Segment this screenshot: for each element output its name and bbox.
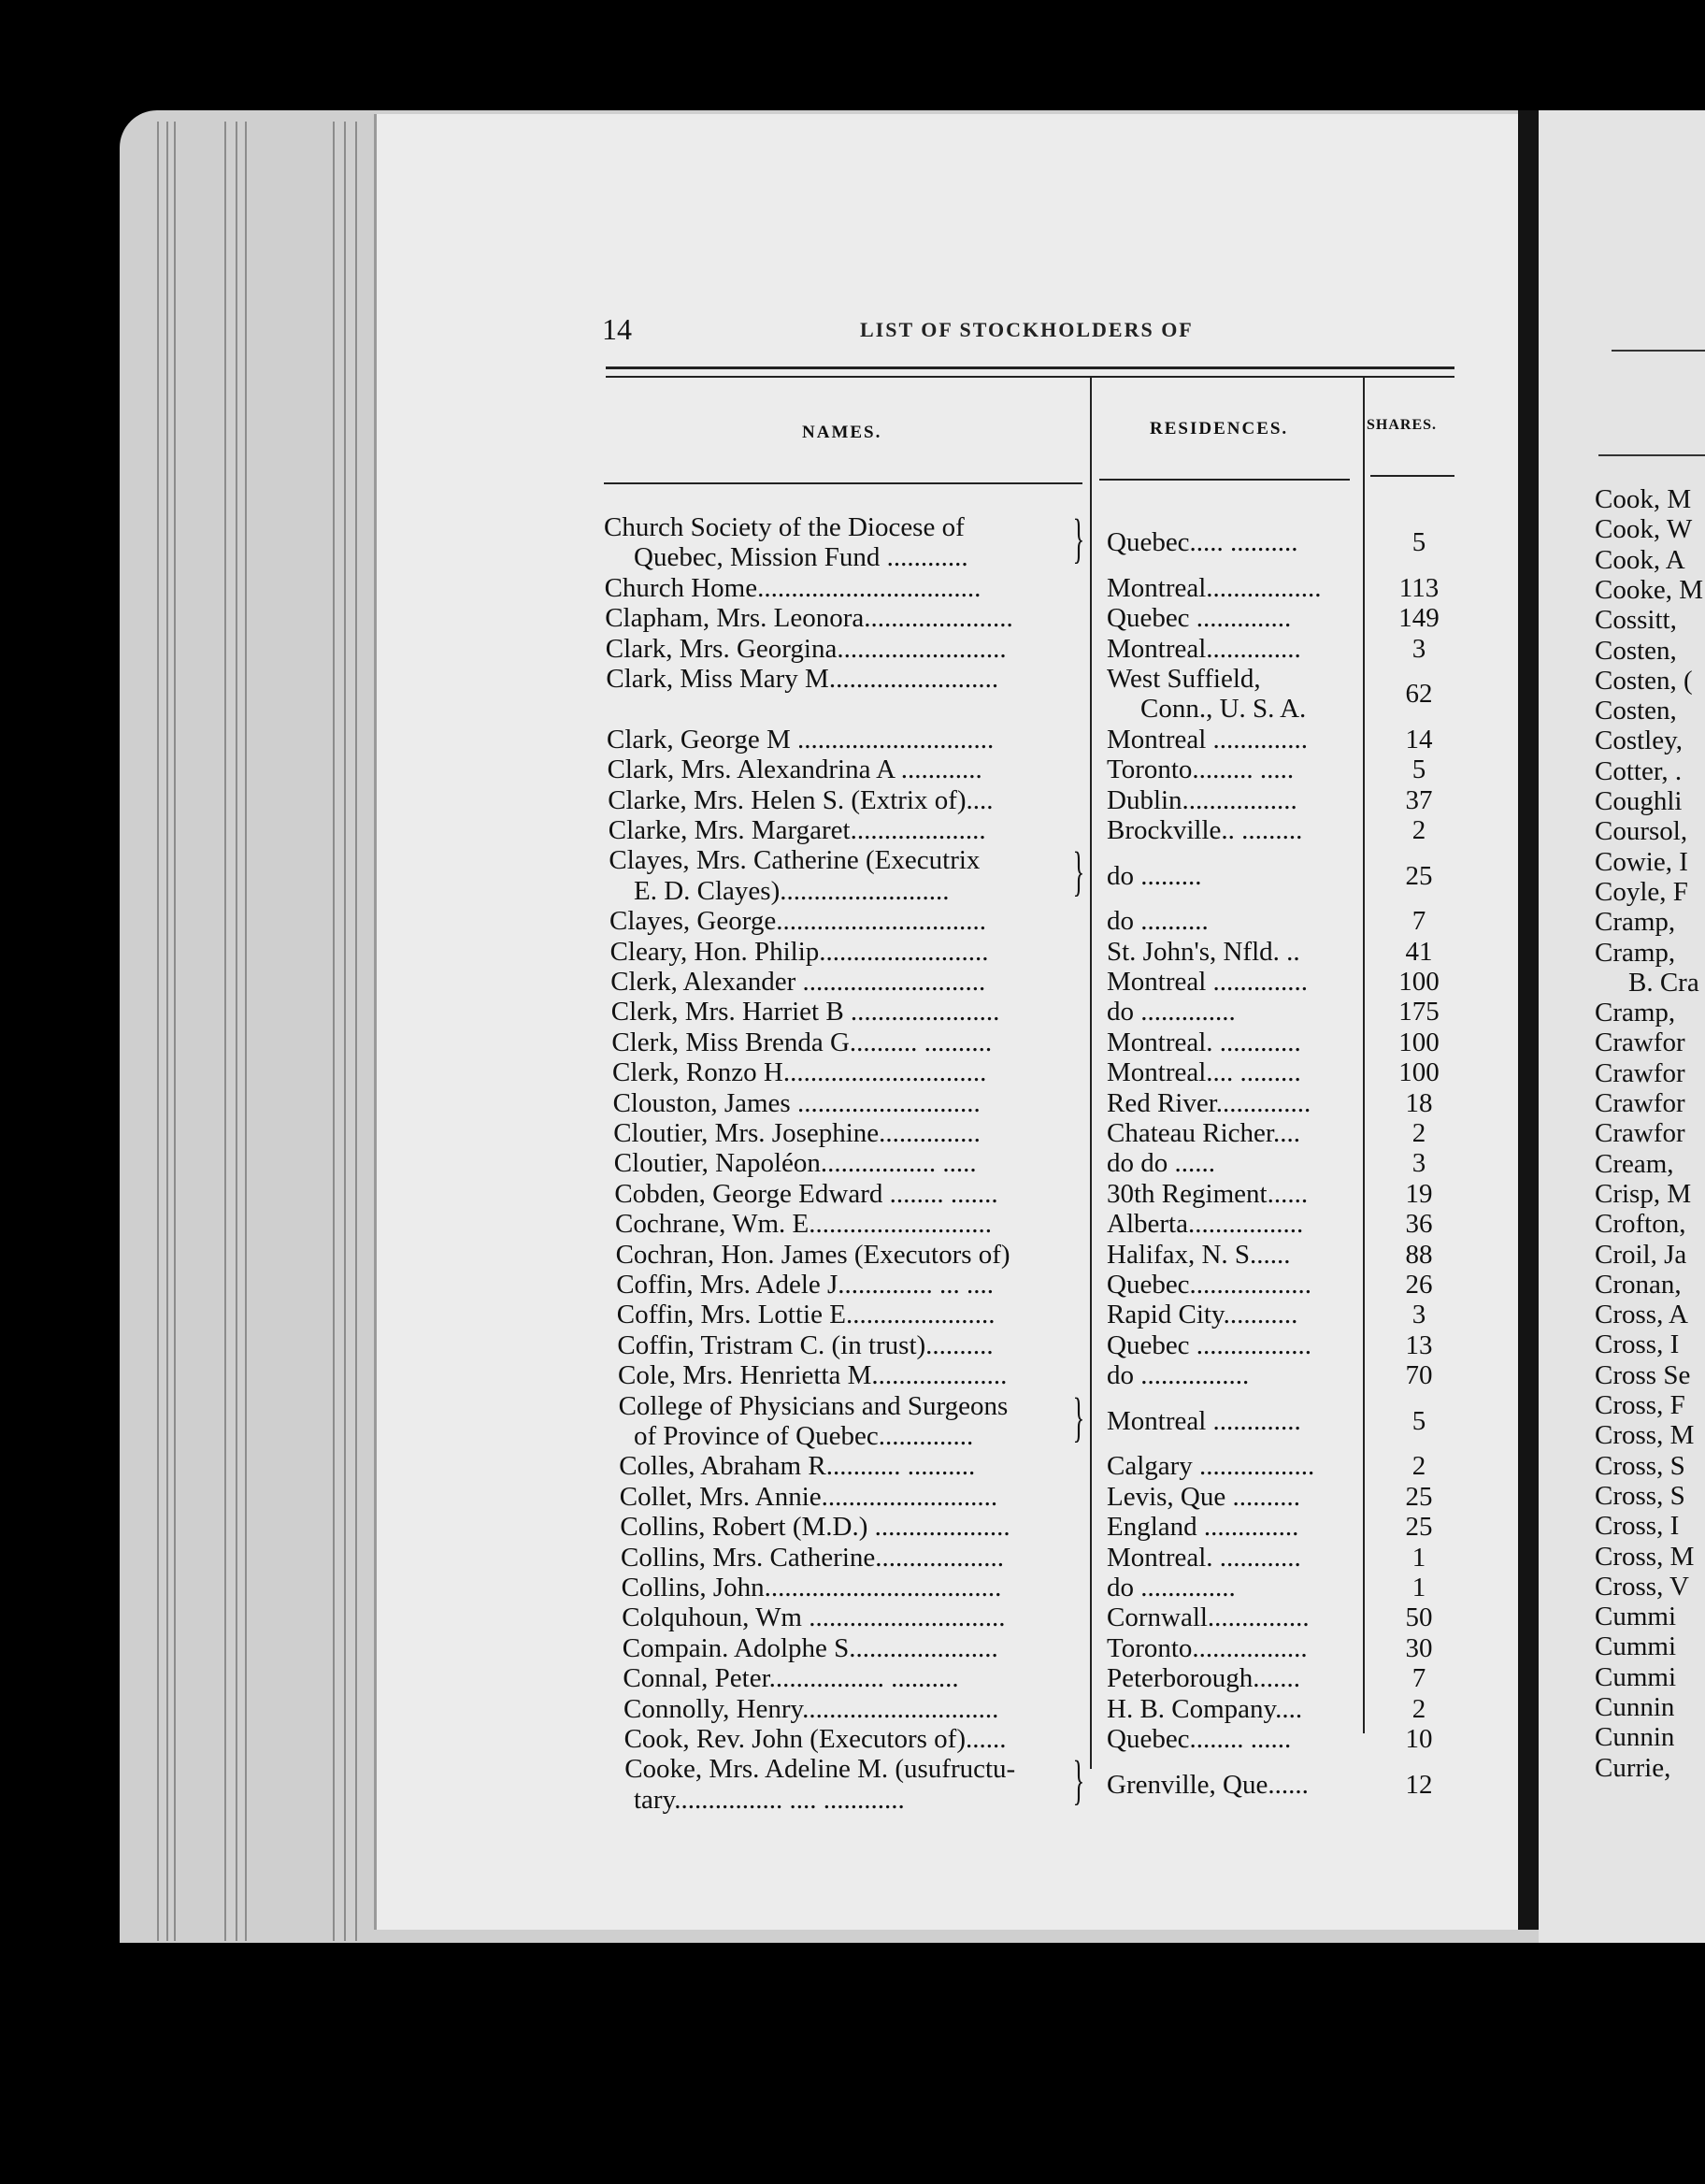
stockholder-name: Colles, Abraham R........... ..........	[619, 1451, 976, 1482]
table-row	[0, 724, 1433, 758]
stockholder-residence: Chateau Richer....	[1107, 1118, 1300, 1148]
brace-mark: }	[1072, 1749, 1085, 1811]
stockholder-name: Cochran, Hon. James (Executors of)	[615, 1239, 1010, 1270]
table-row	[0, 1542, 1426, 1576]
facing-page-entry: Cunnin	[1595, 1722, 1675, 1753]
facing-page-entry: Cook, W	[1595, 514, 1693, 545]
stockholder-shares: 113	[1398, 572, 1440, 603]
facing-page-entry: Coyle, F	[1595, 876, 1688, 907]
column-header-residences: RESIDENCES.	[1150, 419, 1289, 438]
table-row	[0, 1451, 1426, 1485]
facing-page-entry: Cronan,	[1595, 1269, 1682, 1300]
table-row	[0, 1512, 1433, 1545]
stockholder-name: Collins, Mrs. Catherine...................	[621, 1542, 1005, 1573]
table-row	[0, 906, 1426, 940]
stockholder-name: Clarke, Mrs. Helen S. (Extrix of)....	[608, 784, 994, 815]
stockholder-name: Clark, Mrs. Alexandrina A ............	[607, 754, 982, 785]
stockholder-shares: 14	[1405, 724, 1433, 754]
table-row	[0, 508, 1426, 573]
facing-page-entry: Cross Se	[1595, 1359, 1691, 1390]
stockholder-name: Cloutier, Napoléon................. .....	[613, 1148, 977, 1179]
facing-page-entry: Costen,	[1595, 696, 1677, 726]
stockholder-name: Cloutier, Mrs. Josephine...............	[613, 1118, 981, 1148]
header-rule	[606, 366, 1454, 369]
stockholder-shares: 26	[1405, 1270, 1433, 1300]
table-row	[0, 1693, 1426, 1728]
table-row	[0, 1148, 1426, 1182]
facing-page-entry: Cross, S	[1595, 1480, 1685, 1511]
header-underline	[1099, 479, 1350, 481]
facing-page-entry: Cramp,	[1595, 998, 1676, 1028]
table-row	[0, 1481, 1433, 1516]
stockholder-residence: do ..............	[1107, 997, 1236, 1027]
stockholder-name: Clouston, James ...........................	[612, 1087, 981, 1118]
stockholder-residence: St. John's, Nfld. ..	[1107, 936, 1300, 967]
facing-page-entry: Crofton,	[1595, 1209, 1686, 1240]
stockholder-name: Clayes, George...............................	[609, 906, 986, 937]
stockholder-residence: Brockville.. .........	[1107, 815, 1303, 845]
table-row	[0, 1602, 1433, 1636]
right-page	[1539, 110, 1705, 1943]
table-row	[0, 815, 1426, 849]
stockholder-shares: 2	[1411, 815, 1426, 845]
facing-page-entry: Cross, V	[1595, 1571, 1689, 1602]
stockholder-residence: do do ......	[1107, 1148, 1215, 1179]
stockholder-shares: 41	[1405, 936, 1433, 967]
stockholder-shares: 10	[1405, 1724, 1433, 1754]
stockholder-name: Clerk, Ronzo H..............................	[612, 1057, 987, 1088]
stockholder-name: Clarke, Mrs. Margaret....................	[608, 815, 986, 845]
stockholder-name-continued: tary................ .... ............	[634, 1784, 905, 1815]
facing-page-entry: Cook, M	[1595, 484, 1692, 514]
stockholder-residence: Montreal .............	[1107, 1405, 1301, 1436]
stockholder-shares: 5	[1411, 527, 1426, 558]
facing-page-entry: Cross, S	[1595, 1450, 1685, 1481]
facing-page-entry: Cummi	[1595, 1661, 1677, 1692]
stockholder-shares: 37	[1405, 784, 1433, 815]
facing-page-entry: Cramp,	[1595, 907, 1676, 938]
facing-page-entry: Costen, (	[1595, 665, 1693, 696]
stockholder-name: Collins, John...................................	[621, 1573, 1002, 1602]
running-title: LIST OF STOCKHOLDERS OF	[860, 318, 1194, 341]
facing-page-rule	[1598, 454, 1705, 456]
facing-page-entry: B. Cra	[1628, 967, 1699, 998]
stockholder-residence: Montreal ..............	[1107, 967, 1309, 997]
table-row	[0, 1209, 1433, 1243]
stockholder-shares: 3	[1411, 633, 1426, 664]
stockholder-name: Colquhoun, Wm .............................	[622, 1602, 1006, 1633]
facing-page-entry: Cramp,	[1595, 937, 1676, 968]
stockholder-residence: Halifax, N. S......	[1107, 1239, 1291, 1270]
stockholder-residence: do ................	[1107, 1360, 1250, 1391]
stockholder-shares: 149	[1398, 603, 1440, 634]
table-row	[0, 1329, 1433, 1364]
stockholder-shares: 36	[1405, 1209, 1433, 1240]
stockholder-shares: 7	[1411, 906, 1426, 937]
stockholder-residence: Quebec ..............	[1107, 603, 1292, 634]
stockholder-residence: England ..............	[1107, 1512, 1299, 1543]
facing-page-entry: Crisp, M	[1595, 1178, 1692, 1209]
stockholder-name: Connolly, Henry.............................	[623, 1693, 999, 1724]
column-header-shares: SHARES.	[1367, 417, 1438, 433]
stockholder-shares: 25	[1405, 860, 1433, 891]
table-row	[0, 1663, 1426, 1697]
stockholder-shares: 13	[1405, 1329, 1433, 1360]
stockholder-shares: 50	[1405, 1602, 1433, 1633]
stockholder-residence: West Suffield,	[1107, 664, 1261, 694]
facing-page-entry: Cream,	[1595, 1148, 1674, 1179]
table-row	[0, 936, 1433, 970]
facing-page-entry: Cowie, I	[1595, 846, 1688, 877]
table-row	[0, 1239, 1433, 1273]
stockholder-name: Cleary, Hon. Philip.........................	[609, 936, 989, 967]
stockholder-name: Cochrane, Wm. E...........................	[615, 1209, 992, 1240]
brace-mark: }	[1072, 508, 1085, 568]
facing-page-entry: Cross, I	[1595, 1329, 1680, 1360]
stockholder-residence: Quebec .................	[1107, 1329, 1312, 1360]
table-row	[0, 1270, 1433, 1303]
stockholder-name: Cole, Mrs. Henrietta M....................	[618, 1360, 1008, 1391]
stockholder-shares: 70	[1405, 1360, 1433, 1391]
table-row	[0, 1118, 1426, 1152]
facing-page-entry: Croil, Ja	[1595, 1239, 1687, 1270]
column-divider	[1090, 378, 1092, 1769]
facing-page-entry: Coursol,	[1595, 816, 1688, 847]
facing-page-entry: Cook, A	[1595, 544, 1685, 575]
book-gutter	[1518, 110, 1539, 1930]
table-row	[0, 967, 1440, 1000]
stockholder-shares: 1	[1411, 1542, 1426, 1573]
stockholder-shares: 30	[1405, 1632, 1433, 1663]
facing-page-entry: Cross, M	[1595, 1541, 1695, 1572]
stockholder-name: Compain. Adolphe S......................	[622, 1632, 998, 1663]
stockholder-shares: 100	[1398, 1027, 1440, 1057]
stockholder-name: Church Home.................................	[604, 572, 981, 603]
stockholder-shares: 1	[1411, 1573, 1426, 1602]
stockholder-shares: 62	[1405, 679, 1433, 710]
stockholder-name: Collins, Robert (M.D.) ....................	[620, 1512, 1010, 1543]
stockholder-residence: do .........	[1107, 860, 1202, 891]
stockholder-name: Clayes, Mrs. Catherine (Executrix	[609, 845, 981, 876]
stockholder-name: Clark, George M .............................	[607, 724, 995, 754]
facing-page-entry: Costley,	[1595, 726, 1683, 756]
stockholder-shares: 18	[1405, 1087, 1433, 1118]
stockholder-shares: 12	[1405, 1769, 1433, 1800]
stockholder-name: Coffin, Mrs. Adele J.............. ... ....	[616, 1270, 995, 1300]
table-row	[0, 664, 1433, 725]
table-row	[0, 1749, 1433, 1815]
stockholder-name: Clerk, Miss Brenda G.......... ..........	[611, 1027, 993, 1057]
stockholder-shares: 7	[1411, 1663, 1426, 1694]
facing-page-entry: Cross, M	[1595, 1420, 1695, 1451]
stockholder-shares: 2	[1411, 1693, 1426, 1724]
column-divider	[1363, 378, 1365, 1733]
stockholder-residence: Montreal. ............	[1107, 1542, 1301, 1573]
facing-page-entry: Cross, F	[1595, 1390, 1685, 1420]
stockholder-shares: 175	[1398, 997, 1440, 1027]
brace-mark: }	[1072, 841, 1085, 902]
stockholder-name-continued: Quebec, Mission Fund ............	[634, 542, 968, 573]
stockholder-residence: Cornwall...............	[1107, 1602, 1310, 1633]
stockholder-name: Clerk, Alexander ...........................	[610, 967, 986, 997]
table-row	[0, 1724, 1433, 1758]
stockholder-residence: Calgary .................	[1107, 1451, 1315, 1482]
stockholder-residence: Levis, Que ..........	[1107, 1481, 1300, 1512]
table-row	[0, 1360, 1433, 1394]
stockholder-shares: 25	[1405, 1512, 1433, 1543]
facing-page-entry: Cunnin	[1595, 1692, 1675, 1722]
stockholder-residence-continued: Conn., U. S. A.	[1140, 694, 1307, 725]
table-row	[0, 1386, 1426, 1451]
table-row	[0, 1057, 1440, 1091]
stockholder-residence: Red River..............	[1107, 1087, 1311, 1118]
stockholder-shares: 2	[1411, 1451, 1426, 1482]
table-row	[0, 572, 1440, 607]
table-row	[0, 1632, 1433, 1667]
stockholder-residence: H. B. Company....	[1107, 1693, 1303, 1724]
stockholder-shares: 100	[1398, 1057, 1440, 1088]
table-row	[0, 784, 1433, 819]
header-underline	[1370, 475, 1454, 477]
stockholder-residence: do ..............	[1107, 1573, 1236, 1602]
table-row	[0, 1573, 1426, 1606]
table-row	[0, 1087, 1433, 1122]
table-row	[0, 1027, 1440, 1061]
facing-page-entry: Crawfor	[1595, 1057, 1685, 1088]
stockholder-name: Clark, Mrs. Georgina.........................	[605, 633, 1007, 664]
column-header-names: NAMES.	[802, 423, 882, 442]
stockholder-name: Collet, Mrs. Annie..........................	[619, 1481, 998, 1512]
stockholder-name: Connal, Peter................. ..........	[623, 1663, 959, 1694]
stockholder-shares: 19	[1405, 1178, 1433, 1209]
table-row	[0, 603, 1440, 637]
stockholder-name: Church Society of the Diocese of	[604, 512, 965, 542]
facing-page-entry: Cross, I	[1595, 1511, 1680, 1542]
stockholder-shares: 2	[1411, 1118, 1426, 1148]
stockholder-shares: 25	[1405, 1481, 1433, 1512]
facing-page-entry: Coughli	[1595, 786, 1683, 816]
stockholder-shares: 100	[1398, 967, 1440, 997]
stockholder-name: Cook, Rev. John (Executors of)......	[623, 1724, 1007, 1754]
stockholder-residence: Quebec..... ..........	[1107, 527, 1298, 558]
stockholder-shares: 3	[1411, 1148, 1426, 1179]
stockholder-name: Clapham, Mrs. Leonora......................	[605, 603, 1013, 634]
facing-page-entry: Cummi	[1595, 1631, 1677, 1662]
table-row	[0, 841, 1433, 906]
stockholder-name-continued: of Province of Quebec..............	[634, 1420, 974, 1451]
table-row	[0, 754, 1426, 788]
stockholder-name: Cobden, George Edward ........ .......	[614, 1178, 998, 1209]
stockholder-residence: Quebec........ ......	[1107, 1724, 1292, 1754]
stockholder-name: Coffin, Tristram C. (in trust)..........	[617, 1329, 994, 1360]
stockholder-residence: Rapid City...........	[1107, 1300, 1298, 1330]
stockholder-residence: Dublin.................	[1107, 784, 1297, 815]
facing-page-entry: Currie,	[1595, 1752, 1671, 1783]
stockholder-name: Clerk, Mrs. Harriet B ......................	[610, 997, 1000, 1027]
stockholder-residence: Alberta.................	[1107, 1209, 1304, 1240]
stockholder-name: Clark, Miss Mary M.........................	[606, 664, 999, 694]
facing-page-entry: Costen,	[1595, 635, 1677, 666]
stockholder-residence: Montreal ..............	[1107, 724, 1309, 754]
facing-page-entry: Crawfor	[1595, 1027, 1685, 1058]
stockholder-residence: Quebec..................	[1107, 1270, 1312, 1300]
header-rule	[606, 376, 1454, 378]
table-row	[0, 1178, 1433, 1213]
facing-page-rule	[1612, 350, 1705, 352]
stockholder-residence: Grenville, Que......	[1107, 1769, 1309, 1800]
stockholder-residence: Toronto.................	[1107, 1632, 1308, 1663]
stockholder-residence: Montreal.................	[1107, 572, 1322, 603]
stockholder-shares: 5	[1411, 754, 1426, 785]
table-row	[0, 1300, 1426, 1333]
table-row	[0, 997, 1440, 1030]
stockholder-name: Coffin, Mrs. Lottie E......................	[616, 1300, 996, 1330]
page-number: 14	[602, 312, 632, 346]
stockholder-name-continued: E. D. Clayes).........................	[634, 875, 950, 906]
stockholder-residence: 30th Regiment......	[1107, 1178, 1309, 1209]
stockholder-residence: Peterborough.......	[1107, 1663, 1300, 1694]
stockholder-residence: Montreal. ............	[1107, 1027, 1301, 1057]
stockholder-residence: Montreal.... .........	[1107, 1057, 1301, 1088]
stockholder-shares: 3	[1411, 1300, 1426, 1330]
facing-page-entry: Cummi	[1595, 1602, 1677, 1632]
facing-page-entry: Cooke, M	[1595, 574, 1703, 605]
facing-page-entry: Crawfor	[1595, 1118, 1685, 1149]
header-underline	[604, 482, 1082, 484]
stockholder-shares: 5	[1411, 1405, 1426, 1436]
stockholder-name: College of Physicians and Surgeons	[618, 1390, 1009, 1421]
facing-page-entry: Crawfor	[1595, 1088, 1685, 1118]
facing-page-entry: Cossitt,	[1595, 605, 1677, 636]
stockholder-residence: do ..........	[1107, 906, 1209, 937]
stockholder-shares: 88	[1405, 1239, 1433, 1270]
table-row	[0, 633, 1426, 668]
stockholder-name: Cooke, Mrs. Adeline M. (usufructu-	[624, 1754, 1016, 1785]
stockholder-residence: Montreal..............	[1107, 633, 1301, 664]
facing-page-entry: Cotter, .	[1595, 755, 1683, 786]
stockholder-residence: Toronto......... .....	[1107, 754, 1295, 785]
brace-mark: }	[1072, 1386, 1085, 1447]
facing-page-entry: Cross, A	[1595, 1300, 1688, 1330]
